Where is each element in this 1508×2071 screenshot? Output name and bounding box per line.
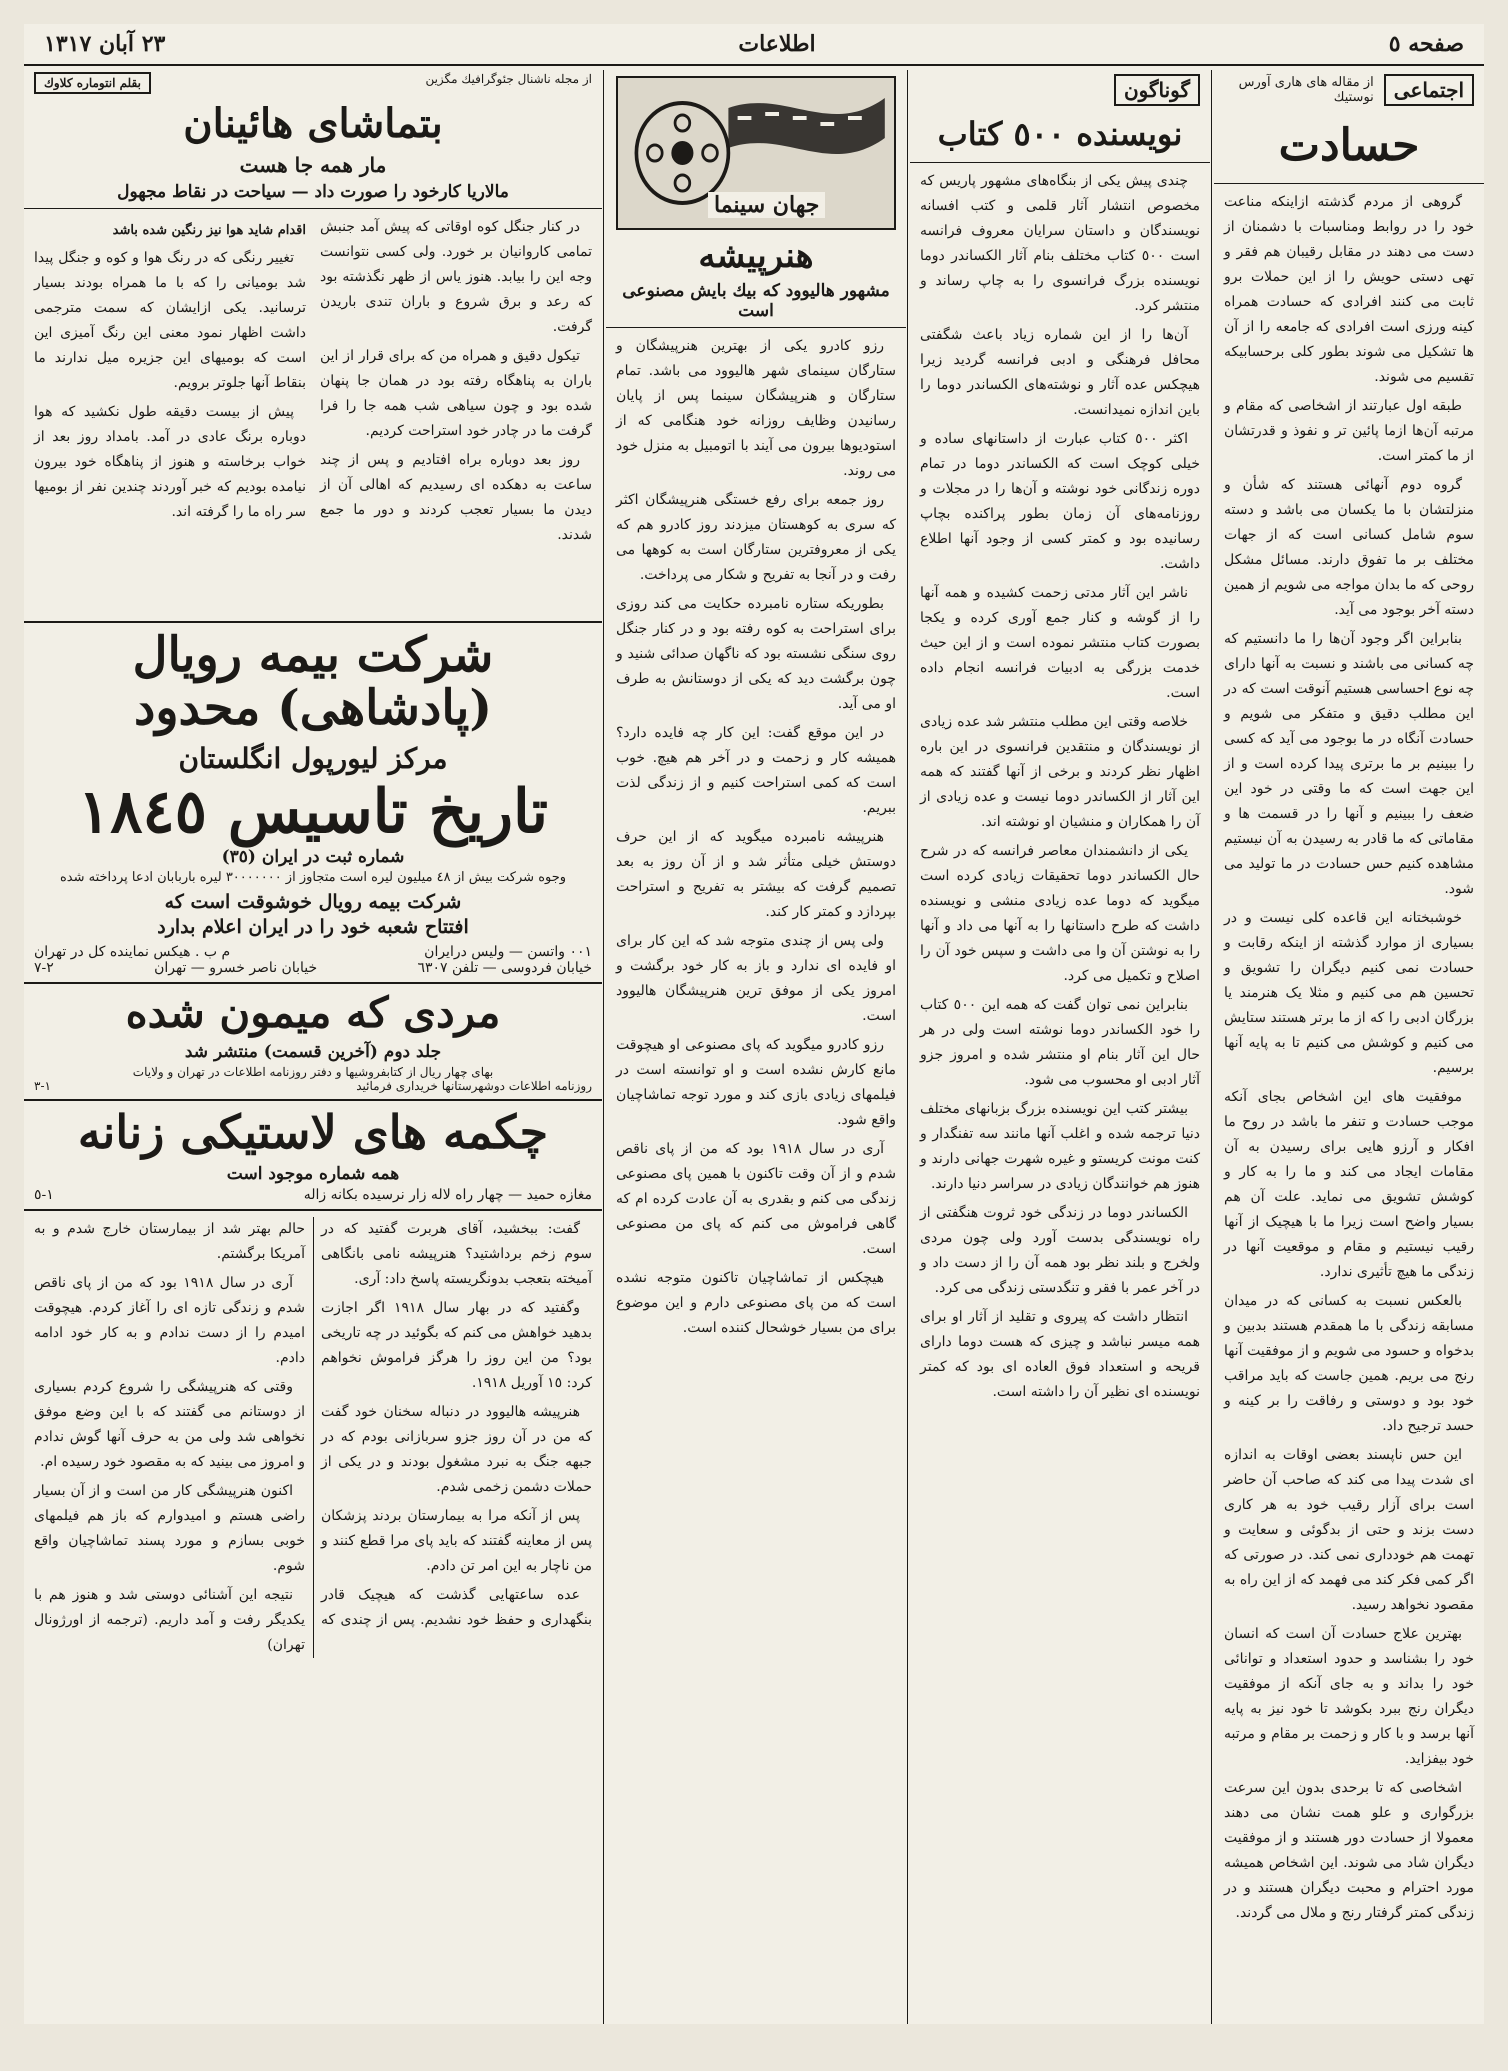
paragraph: آری در سال ١٩١٨ بود که من از پای ناقص شدم و از آن وقت تاکنون با همین پای مصنوعی زندگی می کنم و بقدری به آن عادت کرده ام که گاهی فراموش می کنم که پای من مصنوعی است. (616, 1140, 896, 1257)
paragraph: نتیجه این آشنائی دوستی شد و هنوز هم با یکدیگر رفت و آمد داریم. (ترجمه از اورژونال تهران) (34, 1586, 305, 1653)
article-body (910, 169, 1210, 1405)
ad-address-left: خیابان ناصر خسرو — تهران (154, 959, 318, 976)
ad-agent-right: ٠٠١ واتسن — ولیس درایران (424, 943, 592, 960)
hainan-left-column (34, 215, 306, 615)
paragraph: خوشبختانه این قاعده کلی نیست و در بسیاری از موارد گذشته از اینکه رقابت و حسادت نمی کنیم دیگران را تشویق و تحسین هم می کنیم و مثلا یک هنرمند یا بزرگان ادبی را که از ما برتر هستند ستایش می کنیم و کوشش می کنیم تا به پایه آنها برسیم. (1224, 909, 1474, 1076)
paragraph: پس از آنکه مرا به بیمارستان بردند پزشکان پس از معاینه گفتند که باید پای مرا قطع کنند و من ناچار به این امر تن دادم. (321, 1507, 592, 1574)
divider (24, 208, 602, 209)
source-tag: از مجله ناشنال جئوگرافیك مگزین (425, 72, 592, 86)
paragraph: بنابراین نمی توان گفت که همه این ٥٠٠ کتاب را خود الکساندر دوما نوشته است ولی در هر حال این آثار بنام او منتشر شده و امروز جزو آثار ادبی او محسوب می شود. (920, 996, 1200, 1088)
subhead: اقدام شاید هوا نیز رنگین شده باشد (112, 223, 306, 238)
paragraph: طبقه اول عبارتند از اشخاصی که مقام و مرتبه آن‌ها ازما پائین تر و نفوذ و قدرتشان از ما کمتر است. (1224, 397, 1474, 464)
paragraph: تیکول دقیق و همراه من که برای قرار از این باران به پناهگاه رفته بود در همان جا پنهان شده بود و چون سیاهی شب همه جا را فرا گرفت ما در چادر خود استراحت کردیم. (320, 348, 592, 439)
column-left-block (24, 70, 602, 2024)
ad-line: مغازه حمید — چهار راه لاله زار نرسیده بکانه زاله (303, 1186, 592, 1203)
article-subtitle: مار همه جا هست (239, 153, 387, 177)
ad-address-right: خیابان فردوسی — تلفن ٦٣٠٧ (417, 959, 592, 976)
ad-line: روزنامه اطلاعات دوشهرستانها خریداری فرمائید (356, 1079, 592, 1094)
paragraph: وگفتید که در بهار سال ١٩١٨ اگر اجازت بدهید خواهش می کنم که بگوئید در چه تاریخی بود؟ من این روز را هرگز فراموش نخواهم کرد: ١٥ آوریل ١٩١٨. (321, 1299, 592, 1391)
column-cinema (606, 70, 906, 2024)
column-misc (910, 70, 1210, 2024)
divider (910, 162, 1210, 163)
paragraph: هنرپیشه نامبرده میگوید که از این حرف دوستش خیلی متأثر شد و از آن روز به بعد تصمیم گرفت که بیشتر به تفریح و استراحت بپردازد و کمتر کار کند. (616, 828, 896, 920)
paragraph: چندی پیش یکی از بنگاه‌های مشهور پاریس که مخصوص انتشار آثار قلمی و کتب افسانه نویسندگان و داستان سرایان معروف فرانسه است ٥٠٠ کتاب مختلف بنام آثار الکساندر دوما نویسنده بزرگ فرانسوی را به چاپ رساند و منتشر کرد. (920, 172, 1200, 314)
paragraph: ناشر این آثار مدتی زحمت کشیده و همه آنها را از گوشه و کنار جمع آوری کرده و یکجا بصورت کتاب منتشر نموده است و از این حیث خدمت بزرگی به ادبیات فرانسه انجام داده است. (920, 584, 1200, 701)
divider (24, 1209, 602, 1211)
ad-boots (24, 1107, 602, 1203)
ad-hq: مرکز لیورپول انگلستان (178, 741, 448, 775)
article-body (606, 334, 906, 1341)
page-number: صفحه ٥ (1388, 31, 1464, 57)
paragraph: انتظار داشت که پیروی و تقلید از آثار او برای همه میسر نباشد و چیزی که هست دوما دارای قریحه و استعداد فوق العاده ای بود که کمتر نویسنده ای نظیر آن را داشته است. (920, 1308, 1200, 1400)
cinema-banner-label: جهان سینما (708, 192, 825, 218)
ad-royal-insurance (24, 629, 602, 976)
ad-registration: شماره ثبت در ایران (٣٥) (221, 846, 405, 867)
divider (1214, 183, 1484, 184)
divider (24, 621, 602, 623)
paragraph: در کنار جنگل کوه اوقاتی که پیش آمد جنبش تمامی کاروانیان بر خورد. ولی کسی نتوانست وجه این را بیابد. هنوز یاس از ظهر نگذشته بود که رعد و برق شروع و باران تندی باریدن گرفت. (320, 219, 592, 335)
paragraph: آن‌ها را از این شماره زیاد باعث شگفتی محافل فرهنگی و ادبی فرانسه گردید زیرا هیچکس عده آثار و نوشته‌های الکساندر دوما را باین اندازه نمیدانست. (920, 326, 1200, 418)
article-subtitle: مشهور هالیوود که بیك بایش مصنوعی است (622, 280, 890, 321)
article-title: بتماشای هائینان (183, 100, 443, 147)
article-subtitle-2: مالاریا کارخود را صورت داد — سیاحت در نقاط مجهول (117, 182, 509, 202)
ad-notice-1: شرکت بیمه رویال خوشوقت است که (164, 890, 462, 913)
ad-line: بهای چهار ریال از کتابفروشیها و دفتر روزنامه اطلاعات در تهران و ولایات (132, 1065, 494, 1080)
ad-founded: تاریخ تاسیس ١٨٤٥ (78, 776, 548, 847)
paragraph: وقتی که هنرپیشگی را شروع کردم بسیاری از دوستانم می گفتند که با این وضع موفق نخواهی شد ولی من به حرف آنها گوش ندادم و امروز می بینید که به مقصود خود رسیده ام. (34, 1378, 305, 1470)
column-rule (907, 70, 908, 2024)
divider (24, 1099, 602, 1101)
author-tag: بقلم انتوماره کلاوك (34, 72, 151, 94)
paragraph: روز جمعه برای رفع خستگی هنرپیشگان اکثر که سری به کوهستان میزدند روز کادرو هم که یکی از معروفترین ستارگان است به کوهها می رفت و در آنجا به تفریح و شکار می پرداخت. (616, 491, 896, 583)
paragraph: بطوریکه ستاره نامبرده حکایت می کند روزی برای استراحت به کوه رفته بود و در کنار جنگل روی سنگی نشسته بود که ناگهان صدائی شنید و چون برگشت دید که یکی از دوستانش به طرف او می آید. (616, 595, 896, 712)
paragraph: یکی از دانشمندان معاصر فرانسه که در شرح حال الکساندر دوما تحقیقات زیادی کرده است میگوید که دوما عده زیادی منشی و نویسنده داشت که طرح داستانها را به آنها می داد و آنها را به نوشتن آن وا می داشت و سپس خود آن را اصلاح و تکمیل می کرد. (920, 842, 1200, 984)
ad-line: همه شماره موجود است (226, 1163, 400, 1184)
ad-code: ١-٥ (34, 1186, 54, 1203)
ad-capital: وجوه شرکت بیش از ٤٨ میلیون لیره است متجاوز از ٣٠٠٠٠٠٠٠ لیره باربابان ادعا پرداخته شده (59, 869, 567, 885)
paragraph: اشخاصی که تا برحدی بدون این سرعت بزرگواری و علو همت نشان می دهند معمولا از حسادت دور هستند و از موفقیت دیگران شاد می شوند. این اشخاص همیشه مورد احترام و محبت دیگران هستند و در زندگی کمتر گرفتار رنج و ملال می گردند. (1224, 1779, 1474, 1921)
article-title: هنرپیشه (698, 236, 814, 276)
paragraph: عده ساعتهایی گذشت که هیچیک قادر بنگهداری و حفظ خود نشدیم. پس از چندی که حالم بهتر شد از بیمارستان خارج شدم و به آمریکا برگشتم. (34, 1220, 592, 1628)
paragraph: رزو کادرو یکی از بهترین هنرپیشگان و ستارگان سینمای شهر هالیوود می باشد. تمام ستارگان و هنرپیشگان سینما پس از پایان رسانیدن وظایف روزانه خود هنگامی که از استودیوها بیرون می آیند با اتومبیل به منزل خود می روند. (616, 337, 896, 479)
paragraph: بیشتر کتب این نویسنده بزرگ بزبانهای مختلف دنیا ترجمه شده و اغلب آنها مانند سه تفنگدار و کنت مونت کریستو و غیره شهرت جهانی دارند و هنوز هم خوانندگان زیادی در سراسر دنیا دارند. (920, 1100, 1200, 1192)
column-rule (603, 70, 604, 2024)
paragraph: روز بعد دوباره براه افتادیم و پس از چند ساعت به دهکده ای رسیدیم که اهالی آن از دیدن ما بسیار تعجب کردند و دور ما جمع شدند. (320, 452, 592, 543)
section-label: گوناگون (1114, 74, 1200, 106)
paragraph: ولی پس از چندی متوجه شد که این کار برای او فایده ای ندارد و باز به کار خود برگشت و امروز یکی از موفق ترین هنرپیشگان هالیوود است. (616, 932, 896, 1024)
divider (606, 327, 906, 328)
paragraph: تغییر رنگی که در رنگ هوا و کوه و جنگل پیدا شد بومیانی را که با ما همراه بودند بسیار ترسانید. یکی ازایشان که سمت مترجمی داشت اظهار نمود معنی این رنگ آمیزی این است که بومیهای این جزیره میل ندارند ما بنقاط آنها جلوتر برویم. (34, 250, 306, 391)
section-label: اجتماعی (1384, 74, 1474, 106)
paragraph: اکثر ٥٠٠ کتاب عبارت از داستانهای ساده و خیلی کوچک است که الکساندر دوما در تمام دوره زندگانی خود نوشته و آن‌ها را در مجلات و روزنامه‌های آن زمان بطور پراکنده بچاپ رسانیده بود و کمتر کسی از وجود آنها اطلاع داشت. (920, 430, 1200, 572)
paragraph: گروهی از مردم گذشته ازاینکه مناعت خود را در روابط ومناسبات با دشمنان از دست می دهند در مقابل رقیبان هم فقر و تهی دستی حویش را از این حملات برو ثابت می کنند افرادی که حسادت همراه کینه ورزی است افرادی که جامعه را از آن ها تشکیل می شوند بطور کلی برحسابیکه تقسیم می شوند. (1224, 193, 1474, 385)
ad-code: ١-٣ (34, 1079, 51, 1094)
paragraph: هیچکس از تماشاچیان تاکنون متوجه نشده است که من پای مصنوعی دارم و این موضوع برای من بسیار خوشحال کننده است. (616, 1269, 896, 1336)
paragraph: پیش از بیست دقیقه طول نکشید که هوا دوباره برنگ عادی در آمد. بامداد روز بعد از خواب برخاسته و هنوز از پناهگاه خود بیرون نیامده بودیم که خبر آوردند چندین نفر از بومیها سر راه ما را گرفته اند. (34, 404, 306, 520)
column-rule (1211, 70, 1212, 2024)
paragraph: بالعکس نسبت به کسانی که در میدان مسابقه زندگی با ما همقدم هستند بدبین و بدخواه و حسود می شویم و از موفقیت آنها رنج می بریم. همین جاست که باید مراقب خود بود و دوستی و رفاقت را بر کینه و حسد ترجیح داد. (1224, 1292, 1474, 1434)
paragraph: بهترین علاج حسادت آن است که انسان خود را بشناسد و حدود استعداد و توانائی خود را بداند و به جای آنکه از موفقیت دیگران رنج ببرد بکوشد تا خود نیز به پایه آنها برسد و با کار و زحمت بر مقام و مرتبه خود بیفزاید. (1224, 1625, 1474, 1767)
hainan-right-column (320, 215, 592, 615)
paragraph: گروه دوم آنهائی هستند که شأن و منزلتشان با ما یکسان می باشد و دسته سوم شامل کسانی است که از جهات مختلف بر ما تفوق دارند. مسائل مشکل روحی که ما بدان مواجه می شویم از همین دسته آخر بوجود می آید. (1224, 476, 1474, 618)
paragraph: هنرپیشه هالیوود در دنباله سخنان خود گفت که من در آن روز جزو سربازانی بودم که در جبهه جنگ به نبرد مشغول بودند و در یکی از حملات دشمن زخمی شدم. (321, 1403, 592, 1495)
paper-name: اطلاعات (738, 31, 816, 57)
paragraph: موفقیت های این اشخاص بجای آنکه موجب حسادت و تنفر ما باشد در روح ما افکار و آرزو هایی برای رسیدن به آن مقامات ایجاد می کند و ما را به کار و کوشش تشویق می نماید. علت آن هم بسیار واضح است زیرا ما با هیچیک از آنها رقیب نیستیم و مقام و موقعیت آنها در زندگی ما هیچ تأثیری ندارد. (1224, 1088, 1474, 1280)
ad-agent-left: م ب . هیکس نماینده کل در تهران (34, 943, 231, 960)
hainan-article-body (24, 215, 602, 615)
ad-title: شرکت بیمه رویال (پادشاهی) محدود (132, 627, 494, 736)
article-body (1214, 190, 1484, 1926)
series-label: از مقاله های هاری آورس نوستیك (1238, 75, 1374, 105)
newspaper-page (24, 24, 1484, 2024)
paragraph: الکساندر دوما در زندگی خود ثروت هنگفتی از راه نویسندگی بدست آورد ولی چون مردی ولخرج و بلند نظر بود همه آن را از دست داد و در آخر عمر با فقر و تنگدستی زندگی می کرد. (920, 1204, 1200, 1296)
paragraph: در این موقع گفت: این کار چه فایده دارد؟ همیشه کار و زحمت و در آخر هم هیچ. خوب است که کمی استراحت کنیم و از زندگی لذت ببریم. (616, 724, 896, 816)
ad-title: مردی که میمون شده (125, 987, 501, 1037)
ad-line: جلد دوم (آخرین قسمت) منتشر شد (184, 1042, 442, 1063)
issue-date: ٢٣ آبان ١٣١٧ (44, 31, 166, 57)
ad-title: چکمه های لاستیکی زنانه (77, 1105, 549, 1160)
cinema-banner (616, 76, 896, 230)
paragraph: گفت: ببخشید، آقای هربرت گفتید که در سوم زخم برداشتید؟ هنرپیشه نامی بانگاهی آمیخته بتعجب بدونگریسته پاسخ داد: آری. (321, 1220, 592, 1287)
ad-notice-2: افتتاح شعبه خود را در ایران اعلام بدارد (157, 915, 469, 938)
story-continuation (24, 1217, 602, 1658)
divider (24, 982, 602, 984)
paragraph: بنابراین اگر وجود آن‌ها را ما دانستیم که چه کسانی می باشند و نسبت به آنها دارای چه نوع احساسی هستیم آنوقت است که در این مطلب دقیق و متفکر می شویم و حسادت آنگاه در ما بوجود می آید که کسی را ببینیم بر ما برتری پیدا کرده است و از این جهت است که ما وقتی در خود این ضعف را ببینیم و آنها را در قسمت ها و مقاماتی که ما قادر به رسیدن به آن نیستیم مشاهده کنیم حس حسادت در ما تولید می شود. (1224, 630, 1474, 897)
ad-book (24, 987, 602, 1094)
paragraph: رزو کادرو میگوید که پای مصنوعی او هیچوقت مانع کارش نشده است و او توانسته است در فیلمهای زیادی بازی کند و مورد توجه تماشاچیان واقع شود. (616, 1036, 896, 1128)
paragraph: این حس ناپسند بعضی اوقات به اندازه ای شدت پیدا می کند که صاحب آن حاضر است برای آزار رقیب خود به هر کاری دست بزند و حتی از بدگوئی و سعایت و تهمت هم خودداری نمی کند. در صورتی که اگر کمی فکر کند می فهمد که از این راه به مقصود نخواهد رسید. (1223, 1446, 1474, 1613)
paragraph: آری در سال ١٩١٨ بود که من از پای ناقص شدم و زندگی تازه ای را آغاز کردم. هیچوقت امیدم را از دست ندادم و به کار خود ادامه دادم. (34, 1274, 305, 1366)
masthead (24, 24, 1484, 66)
article-title: حسادت (1278, 120, 1420, 171)
article-title: نویسنده ٥٠٠ کتاب (937, 115, 1183, 153)
ad-phone-left: ٢-٧ (34, 959, 54, 976)
paragraph: خلاصه وقتی این مطلب منتشر شد عده زیادی از نویسندگان و منتقدین فرانسوی در این باره اظهار نظر کردند و برخی از آنها گفتند که همه این آثار از الکساندر دوما نیست و عده زیادی از آن را همکاران و منشیان او نوشته اند. (920, 713, 1200, 830)
paragraph: اکنون هنرپیشگی کار من است و از آن بسیار راضی هستم و امیدوارم که باز هم فیلمهای خوبی بسازم و مورد پسند تماشاچیان واقع شوم. (34, 1482, 305, 1574)
column-social (1214, 70, 1484, 2024)
